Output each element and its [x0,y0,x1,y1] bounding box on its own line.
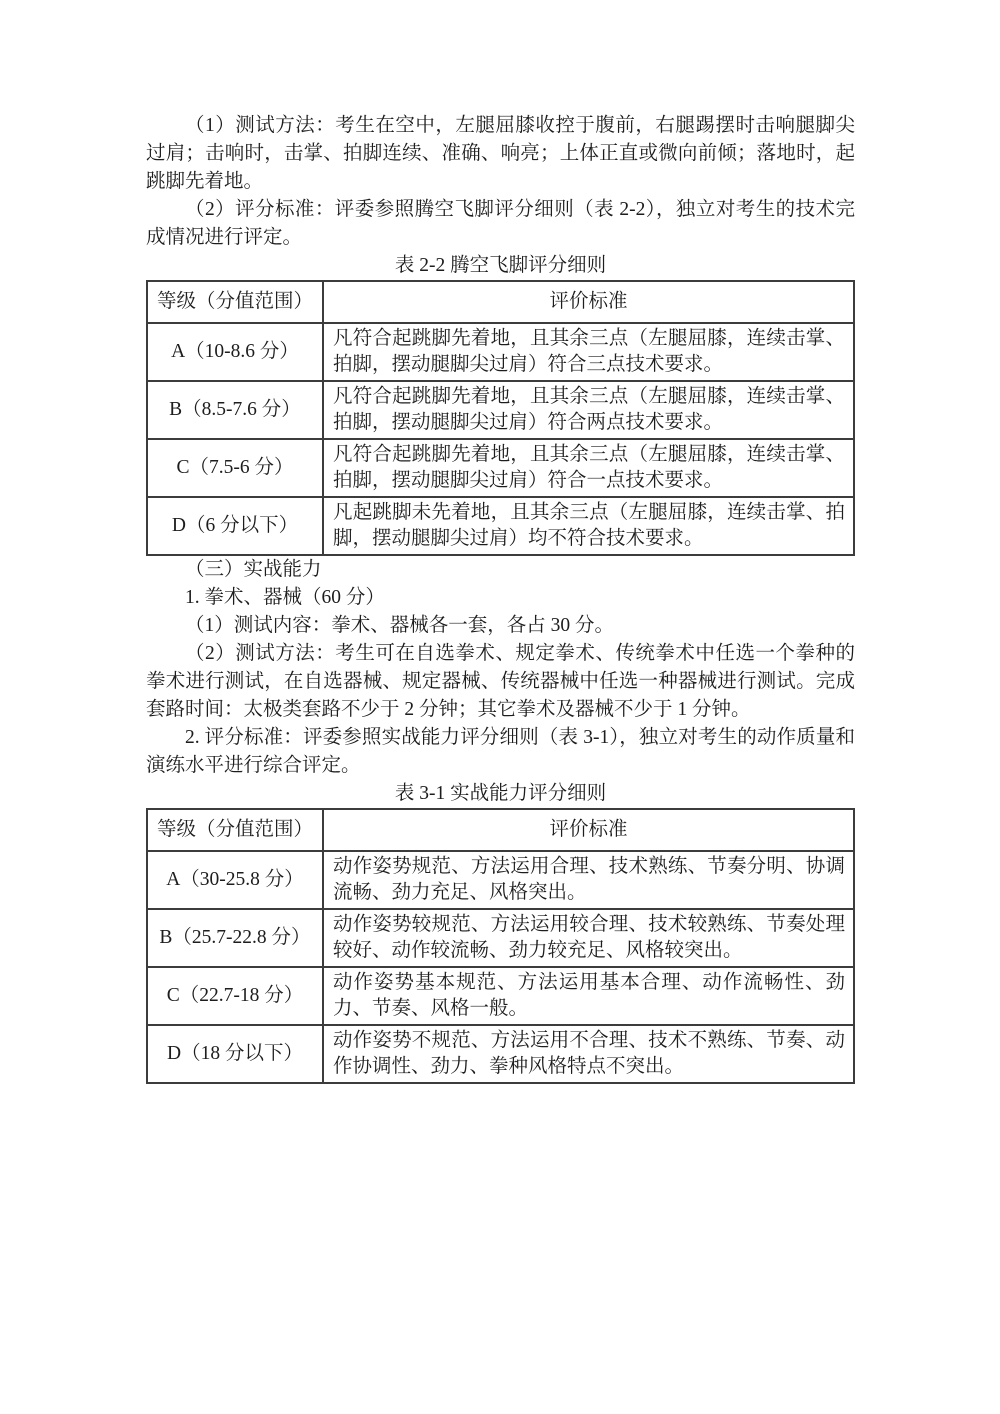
section-item-quanshu-qixie: 1. 拳术、器械（60 分） [185,587,385,608]
table1-caption: 表 2-2 腾空飞脚评分细则 [394,255,607,276]
section-item-test-content: （1）测试内容：拳术、器械各一套，各占 30 分。 [185,615,615,636]
table1-row-c-grade: C（7.5-6 分） [147,439,323,497]
table-row [147,497,854,555]
table2-row-c-criteria: 动作姿势基本规范、方法运用基本合理、动作流畅性、劲力、节奏、风格一般。 [323,967,854,1025]
table2-row-c-grade: C（22.7-18 分） [147,967,323,1025]
table-flying-kick-criteria [146,280,855,556]
table-row [147,851,854,909]
table2-row-b-criteria: 动作姿势较规范、方法运用较合理、技术较熟练、节奏处理较好、动作较流畅、劲力较充足、风格较突出。 [323,909,854,967]
table2-header-grade: 等级（分值范围） [147,809,323,851]
table1-row-d-criteria: 凡起跳脚未先着地，且其余三点（左腿屈膝，连续击掌、拍脚，摆动腿脚尖过肩）均不符合技术要求。 [323,497,854,555]
table-row [147,1025,854,1083]
table2-header-criteria: 评价标准 [323,809,854,851]
section-heading: （三）实战能力 [185,559,322,580]
table1-header-grade: 等级（分值范围） [147,281,323,323]
section-item-test-method: （2）测试方法：考生可在自选拳术、规定拳术、传统拳术中任选一个拳种的拳术进行测试，在自选器械、规定器械、传统器械中任选一种器械进行测试。完成套路时间：太极类套路不少于 2 分钟；其它拳术及器械不少于 1 分钟。 [146,643,855,720]
table-row [147,323,854,381]
table1-row-a-criteria: 凡符合起跳脚先着地，且其余三点（左腿屈膝，连续击掌、拍脚，摆动腿脚尖过肩）符合三点技术要求。 [323,323,854,381]
table-header-row [147,809,854,851]
section-combat-ability [146,556,855,780]
table-header-row [147,281,854,323]
table1-header-criteria: 评价标准 [323,281,854,323]
table2-row-a-criteria: 动作姿势规范、方法运用合理、技术熟练、节奏分明、协调流畅、劲力充足、风格突出。 [323,851,854,909]
table2-row-d-grade: D（18 分以下） [147,1025,323,1083]
paragraph-scoring-standard: （2）评分标准：评委参照腾空飞脚评分细则（表 2-2），独立对考生的技术完成情况进行评定。 [146,199,855,248]
paragraph-test-method: （1）测试方法：考生在空中，左腿屈膝收控于腹前，右腿踢摆时击响腿脚尖过肩；击响时，击掌、拍脚连续、准确、响亮；上体正直或微向前倾；落地时，起跳脚先着地。 [146,115,855,192]
table2-caption: 表 3-1 实战能力评分细则 [394,783,607,804]
table-row [147,381,854,439]
table1-row-b-grade: B（8.5-7.6 分） [147,381,323,439]
table1-row-b-criteria: 凡符合起跳脚先着地，且其余三点（左腿屈膝，连续击掌、拍脚，摆动腿脚尖过肩）符合两点技术要求。 [323,381,854,439]
table-combat-ability-criteria [146,808,855,1084]
table-row [147,439,854,497]
table2-row-a-grade: A（30-25.8 分） [147,851,323,909]
table1-row-a-grade: A（10-8.6 分） [147,323,323,381]
table2-row-d-criteria: 动作姿势不规范、方法运用不合理、技术不熟练、节奏、动作协调性、劲力、拳种风格特点不突出。 [323,1025,854,1083]
table-row [147,967,854,1025]
section-item-scoring-standard: 2. 评分标准：评委参照实战能力评分细则（表 3-1），独立对考生的动作质量和演练水平进行综合评定。 [146,727,855,776]
table1-row-c-criteria: 凡符合起跳脚先着地，且其余三点（左腿屈膝，连续击掌、拍脚，摆动腿脚尖过肩）符合一点技术要求。 [323,439,854,497]
table1-row-d-grade: D（6 分以下） [147,497,323,555]
table2-row-b-grade: B（25.7-22.8 分） [147,909,323,967]
table-row [147,909,854,967]
